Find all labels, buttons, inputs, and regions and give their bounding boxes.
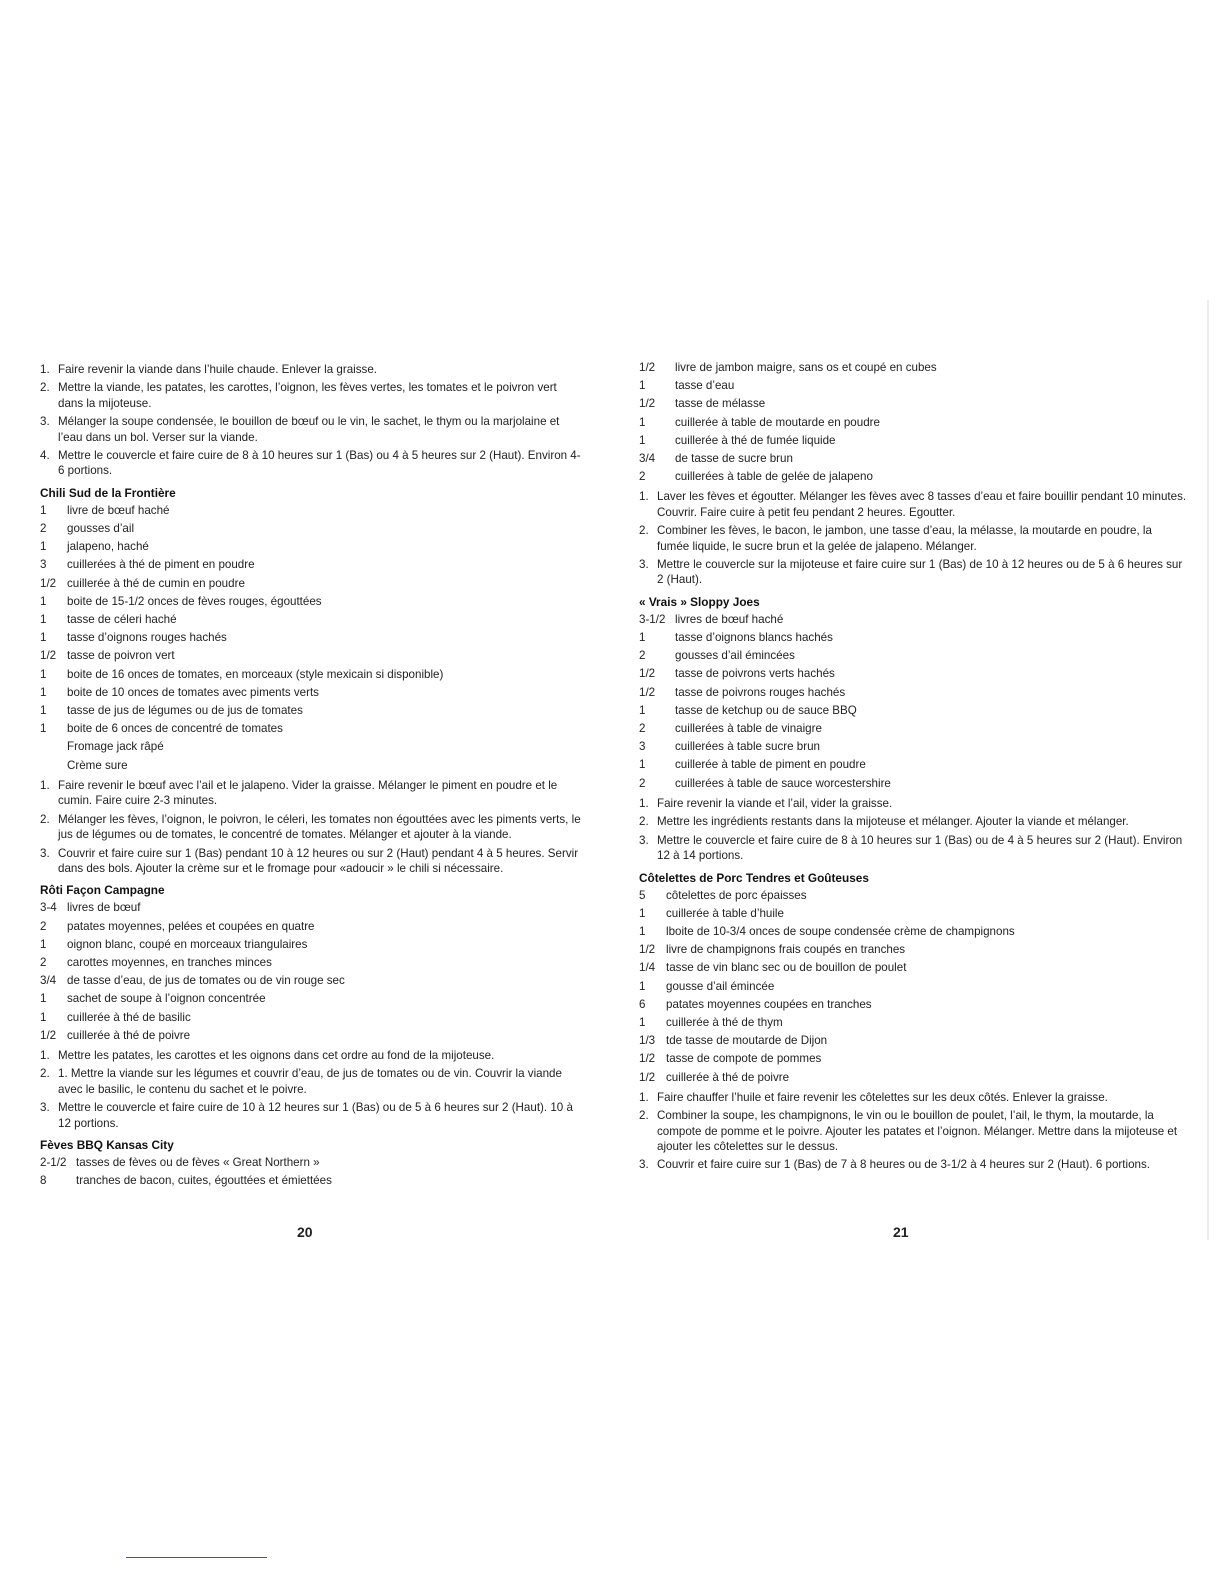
ingredient-row	[639, 905, 1187, 923]
ingredient-quantity: 3/4	[639, 452, 656, 466]
ingredient-text: lboite de 10-3/4 onces de soupe condensée crème de champignons	[666, 924, 1015, 938]
ingredient-text: carottes moyennes, en tranches minces	[67, 955, 272, 969]
recipe	[40, 484, 585, 876]
ingredient-text: tasse de poivron vert	[67, 649, 175, 663]
ingredient-quantity: 5	[639, 888, 646, 902]
instruction-step	[40, 846, 585, 877]
ingredient-row	[639, 738, 1187, 756]
step-text: Faire revenir la viande et l’ail, vider la graisse.	[657, 796, 893, 810]
instruction-step	[40, 362, 585, 377]
ingredient-row	[40, 757, 585, 775]
ingredient-text: livre de jambon maigre, sans os et coupé en cubes	[675, 361, 937, 374]
step-text: Couvrir et faire cuire sur 1 (Bas) de 7 à 8 heures ou de 3-1/2 à 4 heures sur 2 (Haut). 6 portions.	[657, 1158, 1150, 1172]
ingredient-text: tranches de bacon, cuites, égouttées et émiettées	[76, 1174, 332, 1188]
ingredient-quantity: 3	[639, 740, 646, 754]
ingredient-text: cuillerée à table d’huile	[666, 906, 784, 920]
step-number: 1.	[40, 363, 50, 376]
ingredient-row	[639, 468, 1187, 486]
ingredient-quantity: 3	[40, 558, 47, 572]
ingredient-row	[40, 1172, 585, 1190]
ingredient-quantity: 8	[40, 1174, 47, 1188]
instruction-step	[639, 796, 1187, 811]
ingredient-text: cuillerée à thé de fumée liquide	[675, 433, 836, 447]
ingredient-row	[639, 702, 1187, 720]
ingredient-quantity: 1	[40, 594, 47, 608]
instruction-step	[40, 448, 585, 479]
ingredient-text: cuillerées à table de vinaigre	[675, 722, 822, 736]
recipe-title: Chili Sud de la Frontière	[40, 485, 176, 500]
step-number: 3.	[639, 558, 649, 572]
ingredient-quantity: 1	[639, 703, 646, 717]
ingredient-text: tasse d’oignons blancs hachés	[675, 631, 833, 645]
ingredient-quantity: 1	[40, 503, 47, 517]
ingredient-text: cuillerée à table de piment en poudre	[675, 758, 866, 772]
step-text: Faire revenir le bœuf avec l’ail et le jalapeno. Vider la graisse. Mélanger le piment en poudre et le cumin. Faire cuire 2-3 minutes.	[58, 778, 558, 808]
ingredient-text: tasse de jus de légumes ou de jus de tomates	[67, 704, 303, 718]
ingredient-quantity: 1	[639, 906, 646, 920]
step-text: Laver les fèves et égoutter. Mélanger les fèves avec 8 tasses d’eau et faire bouillir pendant 10 minutes. Couvrir. Faire cuire à petit feu pendant 2 heures. Egoutter.	[657, 490, 1187, 519]
ingredient-text: gousses d’ail	[67, 522, 135, 536]
ingredient-quantity: 2	[40, 955, 47, 969]
ingredient-row	[40, 738, 585, 756]
step-text: Mélanger la soupe condensée, le bouillon de bœuf ou le vin, le sachet, le thym ou la marjolaine et l’eau dans un bol. Verser sur la viande.	[58, 415, 560, 444]
instruction-list	[639, 1090, 1187, 1173]
ingredient-text: tasses de fèves ou de fèves « Great Northern »	[76, 1155, 320, 1169]
ingredient-text: patates moyennes coupées en tranches	[666, 997, 872, 1011]
ingredient-text: tasse de céleri haché	[67, 613, 177, 627]
ingredient-quantity: 1	[639, 433, 646, 447]
ingredient-row	[40, 702, 585, 720]
ingredient-row	[40, 918, 585, 936]
ingredient-quantity: 1	[40, 613, 47, 627]
ingredient-quantity: 1/2	[40, 649, 57, 663]
step-number: 1.	[639, 490, 649, 504]
ingredient-quantity: 2	[639, 470, 646, 484]
ingredient-text: de tasse de sucre brun	[675, 452, 793, 466]
ingredient-row	[639, 647, 1187, 665]
ingredient-row	[639, 432, 1187, 450]
ingredient-text: cuillerées à table sucre brun	[675, 740, 821, 754]
ingredient-quantity: 1/2	[639, 361, 656, 374]
ingredient-text: tde tasse de moutarde de Dijon	[666, 1034, 828, 1048]
step-text: Mettre le couvercle et faire cuire de 8 à 10 heures sur 1 (Bas) ou de 4 à 5 heures sur 2 (Haut). Environ 12 à 14 portions.	[657, 833, 1183, 863]
step-number: 4.	[40, 449, 50, 463]
step-number: 3.	[639, 1158, 649, 1172]
step-text: 1. Mettre la viande sur les légumes et couvrir d’eau, de jus de tomates ou de vin. Couvrir la viande avec le basilic, le contenu du sachet et le poivre.	[58, 1067, 562, 1096]
step-number: 3.	[639, 833, 649, 847]
step-text: Mélanger les fèves, l’oignon, le poivron, le céleri, les tomates non égouttées avec les piments verts, le jus de légumes ou de tomates, le concentré de tomates. Mélanger et ajouter à la viande.	[58, 812, 581, 842]
step-text: Mettre le couvercle et faire cuire de 8 à 10 heures sur 1 (Bas) ou 4 à 5 heures sur 2 (Haut). Environ 4-6 portions.	[58, 449, 581, 478]
ingredient-quantity: 1	[40, 631, 47, 645]
ingredient-row	[40, 593, 585, 611]
ingredient-quantity: 6	[639, 997, 646, 1011]
ingredient-quantity: 1/2	[40, 1028, 57, 1042]
ingredient-list	[40, 502, 585, 775]
ingredient-quantity: 1/3	[639, 1034, 656, 1048]
instruction-step	[40, 1066, 585, 1097]
ingredient-row	[639, 450, 1187, 468]
step-number: 2.	[40, 381, 50, 395]
ingredient-text: cuillerée à table de moutarde en poudre	[675, 415, 880, 429]
ingredient-text: tasse de compote de pommes	[666, 1052, 822, 1066]
recipe-title: Côtelettes de Porc Tendres et Goûteuses	[639, 870, 869, 885]
ingredient-text: boite de 16 onces de tomates, en morceaux (style mexicain si disponible)	[67, 667, 444, 681]
ingredient-quantity: 1	[639, 631, 646, 645]
ingredient-text: tasse de poivrons verts hachés	[675, 667, 835, 681]
ingredient-quantity: 1/2	[40, 576, 57, 590]
ingredient-quantity: 1	[40, 540, 47, 554]
ingredient-list	[639, 611, 1187, 793]
ingredient-text: oignon blanc, coupé en morceaux triangulaires	[67, 937, 308, 951]
ingredient-row	[639, 978, 1187, 996]
page-number: 21	[893, 1224, 909, 1240]
ingredient-quantity	[40, 738, 67, 756]
ingredient-quantity: 1/2	[639, 1070, 656, 1084]
ingredient-row	[40, 954, 585, 972]
recipe	[639, 869, 1187, 1173]
ingredient-text: Crème sure	[67, 758, 128, 772]
ingredient-row	[40, 899, 585, 917]
instruction-step	[639, 557, 1187, 588]
ingredient-row	[639, 941, 1187, 959]
ingredient-row	[40, 1027, 585, 1045]
ingredient-quantity: 1/2	[639, 1052, 656, 1066]
step-number: 2.	[639, 815, 649, 829]
ingredient-text: boite de 15-1/2 onces de fèves rouges, égouttées	[67, 594, 322, 608]
ingredient-row	[639, 395, 1187, 413]
ingredient-text: cuillerée à thé de thym	[666, 1015, 783, 1029]
step-text: Mettre le couvercle et faire cuire de 10 à 12 heures sur 1 (Bas) ou de 5 à 6 heures sur 2 (Haut). 10 à 12 portions.	[58, 1101, 573, 1130]
ingredient-row	[40, 556, 585, 574]
ingredient-quantity: 2	[639, 776, 646, 790]
ingredient-quantity: 1/2	[639, 667, 656, 681]
step-number: 3.	[40, 1101, 50, 1115]
ingredient-row	[639, 1014, 1187, 1032]
recipe-title: Fèves BBQ Kansas City	[40, 1137, 174, 1152]
ingredient-text: cuillerées à table de sauce worcestershire	[675, 776, 891, 790]
ingredient-row	[40, 629, 585, 647]
ingredient-text: tasse de mélasse	[675, 397, 766, 411]
ingredient-row	[639, 377, 1187, 395]
step-text: Faire chauffer l’huile et faire revenir les côtelettes sur les deux côtés. Enlever la graisse.	[657, 1090, 1108, 1104]
instruction-step	[639, 1157, 1187, 1172]
ingredient-row	[639, 996, 1187, 1014]
ingredient-text: cuillerée à thé de basilic	[67, 1010, 191, 1024]
ingredient-row	[639, 756, 1187, 774]
ingredient-quantity: 1/2	[639, 943, 656, 957]
ingredient-row	[639, 775, 1187, 793]
page-20-column	[40, 359, 585, 1190]
ingredient-quantity: 2	[40, 522, 47, 536]
ingredient-quantity: 1	[40, 685, 47, 699]
ingredient-text: livre de bœuf haché	[67, 503, 170, 517]
ingredient-quantity: 1/2	[639, 685, 656, 699]
ingredient-row	[40, 538, 585, 556]
ingredient-text: livres de bœuf	[67, 901, 141, 915]
ingredient-quantity: 1/4	[639, 961, 656, 975]
ingredient-text: tasse d’oignons rouges hachés	[67, 631, 227, 645]
ingredient-row	[639, 720, 1187, 738]
step-text: Mettre la viande, les patates, les carottes, l’oignon, les fèves vertes, les tomates et le poivron vert dans la mijoteuse.	[58, 381, 557, 410]
instruction-step	[639, 1108, 1187, 1154]
continued-ingredients	[639, 359, 1187, 486]
recipe	[40, 881, 585, 1131]
ingredient-row	[639, 1050, 1187, 1068]
step-number: 2.	[639, 524, 649, 538]
step-number: 1.	[639, 1090, 649, 1104]
instruction-step	[40, 812, 585, 843]
instruction-step	[639, 489, 1187, 520]
ingredient-quantity: 3/4	[40, 974, 57, 988]
step-text: Couvrir et faire cuire sur 1 (Bas) pendant 10 à 12 heures ou sur 2 (Haut) pendant 4 à 5 heures. Servir dans des bols. Ajouter la crème sur et le fromage pour «adoucir » le chili si nécessaire.	[58, 846, 579, 875]
instruction-list	[40, 1048, 585, 1131]
ingredient-quantity: 1/2	[639, 397, 656, 411]
ingredient-text: tasse de poivrons rouges hachés	[675, 685, 846, 699]
ingredient-row	[40, 972, 585, 990]
step-number: 2.	[40, 1067, 50, 1081]
ingredient-row	[40, 520, 585, 538]
instruction-list	[40, 778, 585, 876]
page-number: 20	[297, 1224, 313, 1240]
ingredient-text: boite de 10 onces de tomates avec piments verts	[67, 685, 319, 699]
instruction-step	[639, 814, 1187, 829]
ingredient-quantity: 3-4	[40, 901, 57, 915]
recipes-list	[639, 593, 1187, 1173]
instruction-step	[639, 833, 1187, 864]
ingredient-row	[639, 923, 1187, 941]
ingredient-row	[40, 720, 585, 738]
ingredient-list	[40, 1154, 585, 1190]
ingredient-text: livres de bœuf haché	[675, 612, 784, 626]
ingredient-row	[40, 1009, 585, 1027]
ingredient-quantity: 1	[40, 667, 47, 681]
ingredient-text: cuillerées à table de gelée de jalapeno	[675, 470, 873, 484]
ingredient-row	[639, 1069, 1187, 1087]
ingredient-text: gousse d’ail émincée	[666, 979, 775, 993]
ingredient-quantity: 2	[639, 649, 646, 663]
footer-link-line	[126, 1557, 267, 1558]
ingredient-row	[639, 959, 1187, 977]
ingredient-row	[40, 611, 585, 629]
ingredient-quantity	[40, 757, 67, 775]
recipe	[639, 593, 1187, 864]
ingredient-quantity: 1	[40, 937, 47, 951]
step-number: 1.	[40, 1048, 50, 1062]
recipe	[40, 1136, 585, 1190]
step-text: Mettre les ingrédients restants dans la mijoteuse et mélanger. Ajouter la viande et mélanger.	[657, 815, 1129, 829]
step-text: Combiner les fèves, le bacon, le jambon, une tasse d’eau, la mélasse, la moutarde en poudre, la fumée liquide, le sucre brun et la gelée de jalapeno. Mélanger.	[657, 524, 1152, 553]
ingredient-quantity: 1	[639, 415, 646, 429]
ingredient-row	[40, 1154, 585, 1172]
step-number: 1.	[40, 778, 50, 792]
ingredient-quantity: 1	[639, 924, 646, 938]
step-text: Mettre le couvercle sur la mijoteuse et faire cuire sur 1 (Bas) de 10 à 12 heures ou de 5 à 6 heures sur 2 (Haut).	[657, 558, 1183, 587]
ingredient-row	[40, 990, 585, 1008]
ingredient-quantity: 1	[639, 758, 646, 772]
ingredient-text: cuillerée à thé de cumin en poudre	[67, 576, 245, 590]
ingredient-quantity: 3-1/2	[639, 612, 666, 626]
ingredient-text: Fromage jack râpé	[67, 740, 164, 754]
ingredient-quantity: 2	[639, 722, 646, 736]
ingredient-text: tasse de vin blanc sec ou de bouillon de poulet	[666, 961, 907, 975]
instruction-step	[40, 1048, 585, 1063]
step-text: Faire revenir la viande dans l’huile chaude. Enlever la graisse.	[58, 363, 378, 376]
continued-steps	[639, 489, 1187, 587]
instruction-list	[639, 796, 1187, 864]
instruction-step	[40, 778, 585, 809]
step-text: Mettre les patates, les carottes et les oignons dans cet ordre au fond de la mijoteuse.	[58, 1048, 495, 1062]
instruction-step	[639, 523, 1187, 554]
ingredient-row	[639, 665, 1187, 683]
ingredient-text: côtelettes de porc épaisses	[666, 888, 807, 902]
page-21-column	[639, 359, 1187, 1176]
step-number: 3.	[40, 415, 50, 429]
ingredient-text: cuillerée à thé de poivre	[666, 1070, 790, 1084]
ingredient-row	[40, 575, 585, 593]
ingredient-row	[639, 887, 1187, 905]
ingredient-quantity: 1	[40, 722, 47, 736]
ingredient-list	[40, 899, 585, 1045]
recipe-title: « Vrais » Sloppy Joes	[639, 594, 760, 609]
ingredient-quantity: 1	[40, 1010, 47, 1024]
ingredient-text: jalapeno, haché	[67, 540, 149, 554]
ingredient-list	[639, 887, 1187, 1087]
ingredient-row	[639, 1032, 1187, 1050]
step-text: Combiner la soupe, les champignons, le vin ou le bouillon de poulet, l’ail, le thym, la moutarde, la compote de pomme et le poivre. Ajouter les patates et l’oignon. Mélanger. Mettre dans la mijoteuse et ajouter les côtelettes sur le dessus.	[657, 1109, 1178, 1153]
step-number: 3.	[40, 846, 50, 860]
ingredient-text: cuillerées à thé de piment en poudre	[67, 558, 255, 572]
ingredient-row	[40, 666, 585, 684]
ingredient-quantity: 1	[40, 992, 47, 1006]
ingredient-quantity: 1	[40, 704, 47, 718]
intro-steps	[40, 362, 585, 479]
instruction-step	[40, 414, 585, 445]
ingredient-row	[639, 359, 1187, 377]
ingredient-text: boite de 6 onces de concentré de tomates	[67, 722, 283, 736]
ingredient-row	[40, 936, 585, 954]
ingredient-row	[40, 502, 585, 520]
ingredient-quantity: 1	[639, 1015, 646, 1029]
ingredient-row	[639, 684, 1187, 702]
step-number: 2.	[40, 812, 50, 826]
ingredient-quantity: 2	[40, 919, 47, 933]
ingredient-row	[639, 611, 1187, 629]
recipe-title: Rôti Façon Campagne	[40, 883, 165, 898]
right-page-edge	[1207, 300, 1209, 1240]
ingredient-text: livre de champignons frais coupés en tranches	[666, 943, 906, 957]
ingredient-quantity: 1	[639, 979, 646, 993]
instruction-step	[639, 1090, 1187, 1105]
ingredient-text: sachet de soupe à l’oignon concentrée	[67, 992, 266, 1006]
ingredient-text: tasse d’eau	[675, 379, 735, 393]
ingredient-row	[40, 684, 585, 702]
instruction-step	[40, 380, 585, 411]
ingredient-text: cuillerée à thé de poivre	[67, 1028, 191, 1042]
ingredient-row	[639, 629, 1187, 647]
step-number: 1.	[639, 796, 649, 810]
ingredient-text: gousses d’ail émincées	[675, 649, 795, 663]
instruction-step	[40, 1100, 585, 1131]
ingredient-text: de tasse d’eau, de jus de tomates ou de vin rouge sec	[67, 974, 345, 988]
ingredient-text: patates moyennes, pelées et coupées en quatre	[67, 919, 315, 933]
step-number: 2.	[639, 1109, 649, 1123]
ingredient-row	[40, 647, 585, 665]
ingredient-text: tasse de ketchup ou de sauce BBQ	[675, 703, 857, 717]
recipes-list	[40, 484, 585, 1191]
ingredient-row	[639, 414, 1187, 432]
ingredient-quantity: 2-1/2	[40, 1155, 67, 1169]
ingredient-quantity: 1	[639, 379, 646, 393]
